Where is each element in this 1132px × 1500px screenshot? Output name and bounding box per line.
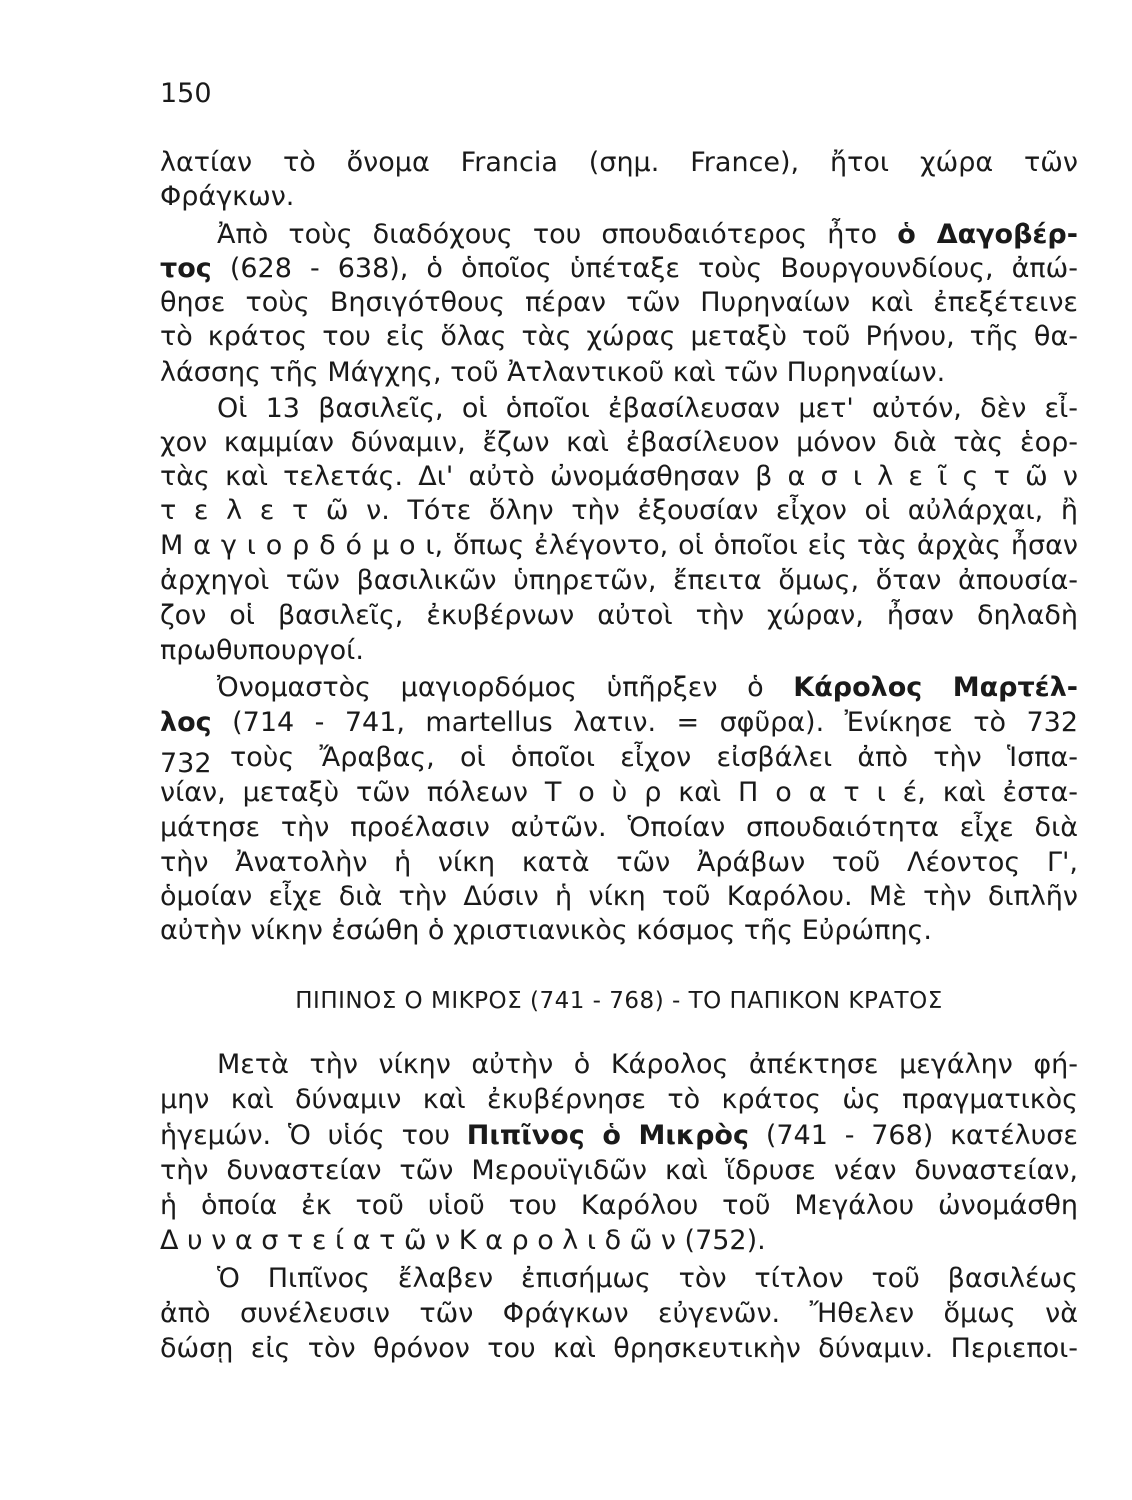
text-line: Ὀνομαστὸς μαγιορδόμος ὑπῆρξεν ὁ Κάρολος Μαρτέλ- [217, 672, 1078, 703]
text-line: λος (714 - 741, martellus λατιν. = σφῦρα). Ἐνίκησε τὸ 732 [160, 707, 1078, 738]
text-line: μην καὶ δύναμιν καὶ ἐκυβέρνησε τὸ κράτος ὡς πραγματικὸς [160, 1084, 1078, 1115]
text-line: τὴν δυναστείαν τῶν Μερουϊγιδῶν καὶ ἵδρυσε νέαν δυναστείαν, [160, 1155, 1078, 1186]
text-line: ἡ ὁποία ἐκ τοῦ υἱοῦ του Καρόλου τοῦ Μεγάλου ὠνομάσθη [160, 1190, 1078, 1221]
text-line: ἀρχηγοὶ τῶν βασιλικῶν ὑπηρετῶν, ἔπειτα ὅμως, ὅταν ἀπουσία- [160, 565, 1078, 596]
text-line: αὐτὴν νίκην ἐσώθη ὁ χριστιανικὸς κόσμος τῆς Εὐρώπης. [160, 915, 932, 946]
text-line: Ὁ Πιπῖνος ἔλαβεν ἐπισήμως τὸν τίτλον τοῦ βασιλέως [217, 1263, 1078, 1294]
text-line: πρωθυπουργοί. [160, 635, 364, 666]
text-line: χον καμμίαν δύναμιν, ἔζων καὶ ἐβασίλευον μόνον διὰ τὰς ἑορ- [160, 427, 1078, 458]
text-line: θησε τοὺς Βησιγότθους πέραν τῶν Πυρηναίων καὶ ἐπεξέτεινε [160, 287, 1078, 318]
text-line: Ἀπὸ τοὺς διαδόχους του σπουδαιότερος ἦτο ὁ Δαγοβέρ- [217, 219, 1078, 250]
text-line: Μετὰ τὴν νίκην αὐτὴν ὁ Κάρολος ἀπέκτησε μεγάλην φή- [217, 1049, 1078, 1080]
text-line: λατίαν τὸ ὄνομα Francia (σημ. France), ἤτοι χώρα τῶν [160, 147, 1078, 178]
page-number: 150 [160, 78, 212, 109]
text-line: ζον οἱ βασιλεῖς, ἐκυβέρνων αὐτοὶ τὴν χώραν, ἦσαν δηλαδὴ [160, 600, 1078, 631]
margin-note: 732 [160, 748, 212, 779]
text-line: Οἱ 13 βασιλεῖς, οἱ ὁποῖοι ἐβασίλευσαν μετ' αὐτόν, δὲν εἶ- [217, 393, 1078, 424]
text-line: μάτησε τὴν προέλασιν αὐτῶν. Ὁποίαν σπουδαιότητα εἶχε διὰ [160, 812, 1078, 843]
text-line: τ ε λ ε τ ῶ ν. Τότε ὅλην τὴν ἐξουσίαν εἶχον οἱ αὐλάρχαι, ἢ [160, 495, 1078, 526]
text-line: τὴν Ἀνατολὴν ἡ νίκη κατὰ τῶν Ἀράβων τοῦ Λέοντος Γ', [160, 847, 1078, 878]
text-line: τὸ κράτος του εἰς ὅλας τὰς χώρας μεταξὺ τοῦ Ρήνου, τῆς θα- [160, 321, 1078, 352]
text-line: Φράγκων. [160, 181, 295, 212]
text-line: τὰς καὶ τελετάς. Δι' αὐτὸ ὠνομάσθησαν β α σ ι λ ε ῖ ς τ ῶ ν [160, 461, 1078, 492]
section-heading: ΠΙΠΙΝΟΣ Ο ΜΙΚΡΟΣ (741 - 768) - ΤΟ ΠΑΠΙΚΟΝ ΚΡΑΤΟΣ [295, 988, 943, 1014]
text-line: ἀπὸ συνέλευσιν τῶν Φράγκων εὐγενῶν. Ἤθελεν ὅμως νὰ [160, 1298, 1078, 1329]
text-line: λάσσης τῆς Μάγχης, τοῦ Ἀτλαντικοῦ καὶ τῶν Πυρηναίων. [160, 357, 946, 388]
text-line: τοὺς Ἄραβας, οἱ ὁποῖοι εἶχον εἰσβάλει ἀπὸ τὴν Ἱσπα- [230, 742, 1078, 773]
text-line: ἡγεμών. Ὁ υἱός του Πιπῖνος ὁ Μικρὸς (741 - 768) κατέλυσε [160, 1120, 1078, 1151]
text-line: Δ υ ν α σ τ ε ί α τ ῶ ν Κ α ρ ο λ ι δ ῶ ν (752). [160, 1225, 766, 1256]
text-line: ὁμοίαν εἶχε διὰ τὴν Δύσιν ἡ νίκη τοῦ Καρόλου. Μὲ τὴν διπλῆν [160, 881, 1078, 912]
text-line: τος (628 - 638), ὁ ὁποῖος ὑπέταξε τοὺς Βουργουνδίους, ἀπώ- [160, 253, 1078, 284]
text-line: νίαν, μεταξὺ τῶν πόλεων Τ ο ὺ ρ καὶ Π ο α τ ι έ, καὶ ἐστα- [160, 777, 1078, 808]
text-line: Μ α γ ι ο ρ δ ό μ ο ι, ὅπως ἐλέγοντο, οἱ ὁποῖοι εἰς τὰς ἀρχὰς ἦσαν [160, 530, 1078, 561]
text-line: δώσῃ εἰς τὸν θρόνον του καὶ θρησκευτικὴν δύναμιν. Περιεποι- [160, 1333, 1078, 1364]
